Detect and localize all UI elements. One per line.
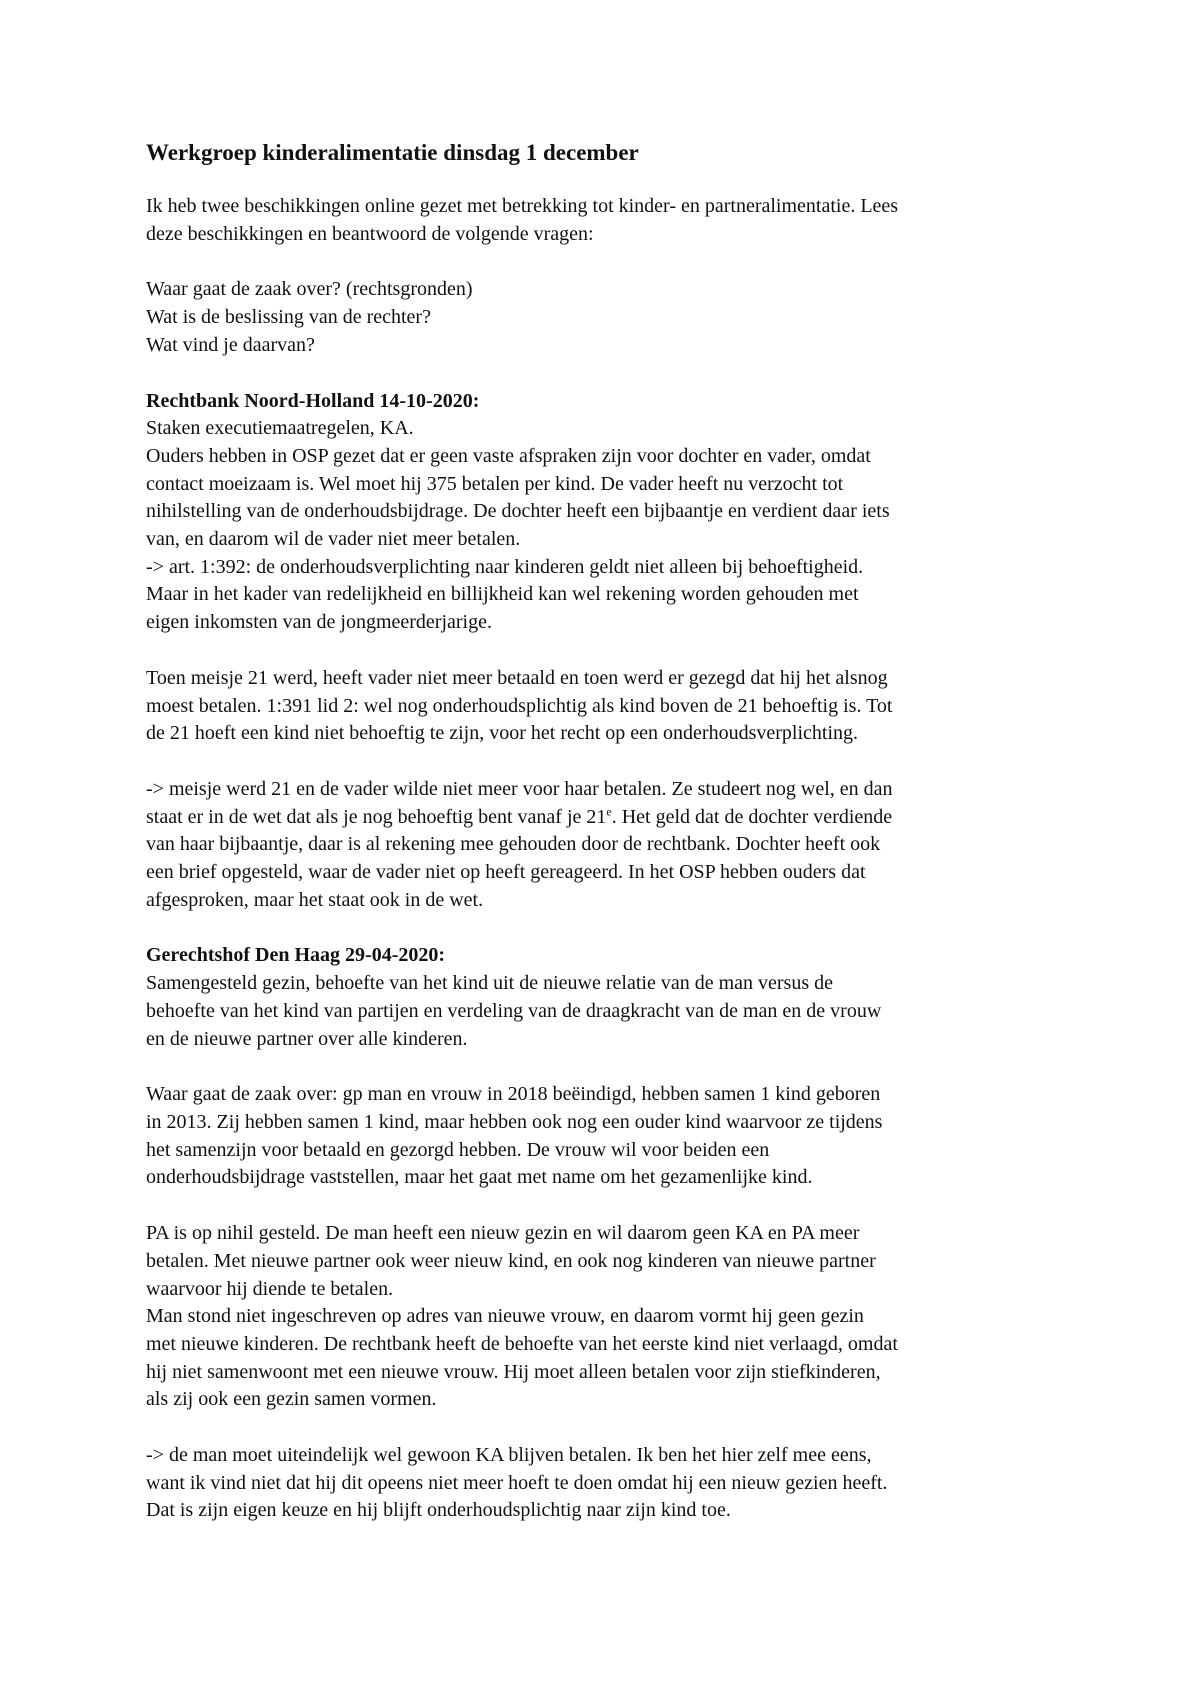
text-line: het samenzijn voor betaald en gezorgd hebben. De vrouw wil voor beiden een <box>146 1138 770 1161</box>
text-line: en de nieuwe partner over alle kinderen. <box>146 1027 468 1050</box>
case2-paragraph-3 <box>146 1220 1076 1414</box>
text-line: in 2013. Zij hebben samen 1 kind, maar hebben ook nog een ouder kind waarvoor ze tijdens <box>146 1110 883 1133</box>
text-line: moest betalen. 1:391 lid 2: wel nog onderhoudsplichtig als kind boven de 21 behoeftig is. Tot <box>146 694 893 717</box>
text-line: deze beschikkingen en beantwoord de volgende vragen: <box>146 222 594 245</box>
text-line: PA is op nihil gesteld. De man heeft een nieuw gezin en wil daarom geen KA en PA meer <box>146 1222 860 1245</box>
text-line: Ik heb twee beschikkingen online gezet met betrekking tot kinder- en partneralimentatie. Lees <box>146 195 899 217</box>
document-title: Werkgroep kinderalimentatie dinsdag 1 december <box>146 140 639 165</box>
text-line: een brief opgesteld, waar de vader niet op heeft gereageerd. In het OSP hebben ouders dat <box>146 861 866 884</box>
text-line: onderhoudsbijdrage vaststellen, maar het gaat met name om het gezamenlijke kind. <box>146 1166 813 1189</box>
document-page <box>146 138 1076 1553</box>
text-line: afgesproken, maar het staat ook in de wet. <box>146 888 484 911</box>
case1-heading: Rechtbank Noord-Holland 14-10-2020: <box>146 389 480 412</box>
question-item: Wat is de beslissing van de rechter? <box>146 306 431 329</box>
text-line: -> de man moet uiteindelijk wel gewoon KA blijven betalen. Ik ben het hier zelf mee eens, <box>146 1444 872 1467</box>
text-line: Ouders hebben in OSP gezet dat er geen vaste afspraken zijn voor dochter en vader, omdat <box>146 444 871 467</box>
case1-paragraph-3 <box>146 776 1076 915</box>
question-item: Wat vind je daarvan? <box>146 333 315 356</box>
intro-paragraph <box>146 193 1076 248</box>
text-line: betalen. Met nieuwe partner ook weer nieuw kind, en ook nog kinderen van nieuwe partner <box>146 1249 876 1272</box>
question-item: Waar gaat de zaak over? (rechtsgronden) <box>146 278 473 301</box>
text-line: nihilstelling van de onderhoudsbijdrage. De dochter heeft een bijbaantje en verdient daar iets <box>146 500 890 523</box>
text-fragment: . Het geld dat de dochter verdiende <box>611 805 893 828</box>
text-line: van haar bijbaantje, daar is al rekening mee gehouden door de rechtbank. Dochter heeft ook <box>146 833 881 856</box>
text-line: eigen inkomsten van de jongmeerderjarige. <box>146 611 492 634</box>
text-line: waarvoor hij diende te betalen. <box>146 1277 394 1300</box>
text-line: Maar in het kader van redelijkheid en billijkheid kan wel rekening worden gehouden met <box>146 583 859 606</box>
text-line: behoefte van het kind van partijen en verdeling van de draagkracht van de man en de vrouw <box>146 999 882 1022</box>
text-line: van, en daarom wil de vader niet meer betalen. <box>146 528 521 551</box>
text-fragment: staat er in de wet dat als je nog behoeftig bent vanaf je 21 <box>146 805 607 828</box>
case2-paragraph-4 <box>146 1442 1076 1525</box>
text-line: Dat is zijn eigen keuze en hij blijft onderhoudsplichtig naar zijn kind toe. <box>146 1499 731 1522</box>
text-line: de 21 hoeft een kind niet behoeftig te zijn, voor het recht op een onderhoudsverplichting. <box>146 722 859 745</box>
text-line: met nieuwe kinderen. De rechtbank heeft de behoefte van het eerste kind niet verlaagd, omdat <box>146 1332 898 1355</box>
text-line: want ik vind niet dat hij dit opeens niet meer hoeft te doen omdat hij een nieuw gezien heeft. <box>146 1471 888 1494</box>
case2-section <box>146 942 1076 1053</box>
text-line: Staken executiemaatregelen, KA. <box>146 417 414 440</box>
case1-paragraph-2 <box>146 665 1076 748</box>
text-line: als zij ook een gezin samen vormen. <box>146 1388 437 1411</box>
case2-paragraph-2 <box>146 1081 1076 1192</box>
text-line: Man stond niet ingeschreven op adres van nieuwe vrouw, en daarom vormt hij geen gezin <box>146 1305 864 1328</box>
questions-list <box>146 276 1076 359</box>
text-line <box>146 804 1076 832</box>
text-line: contact moeizaam is. Wel moet hij 375 betalen per kind. De vader heeft nu verzocht tot <box>146 472 844 495</box>
case1-section <box>146 388 1076 637</box>
case2-heading: Gerechtshof Den Haag 29-04-2020: <box>146 944 446 967</box>
ordinal-superscript: e <box>606 804 612 818</box>
text-line: -> art. 1:392: de onderhoudsverplichting naar kinderen geldt niet alleen bij behoeftigheid. <box>146 555 864 578</box>
text-line: Samengesteld gezin, behoefte van het kind uit de nieuwe relatie van de man versus de <box>146 972 833 995</box>
text-line: Waar gaat de zaak over: gp man en vrouw in 2018 beëindigd, hebben samen 1 kind geboren <box>146 1083 881 1106</box>
text-line: -> meisje werd 21 en de vader wilde niet meer voor haar betalen. Ze studeert nog wel, en dan <box>146 777 893 800</box>
text-line: Toen meisje 21 werd, heeft vader niet meer betaald en toen werd er gezegd dat hij het alsnog <box>146 666 888 689</box>
text-line: hij niet samenwoont met een nieuwe vrouw. Hij moet alleen betalen voor zijn stiefkinderen, <box>146 1360 881 1383</box>
